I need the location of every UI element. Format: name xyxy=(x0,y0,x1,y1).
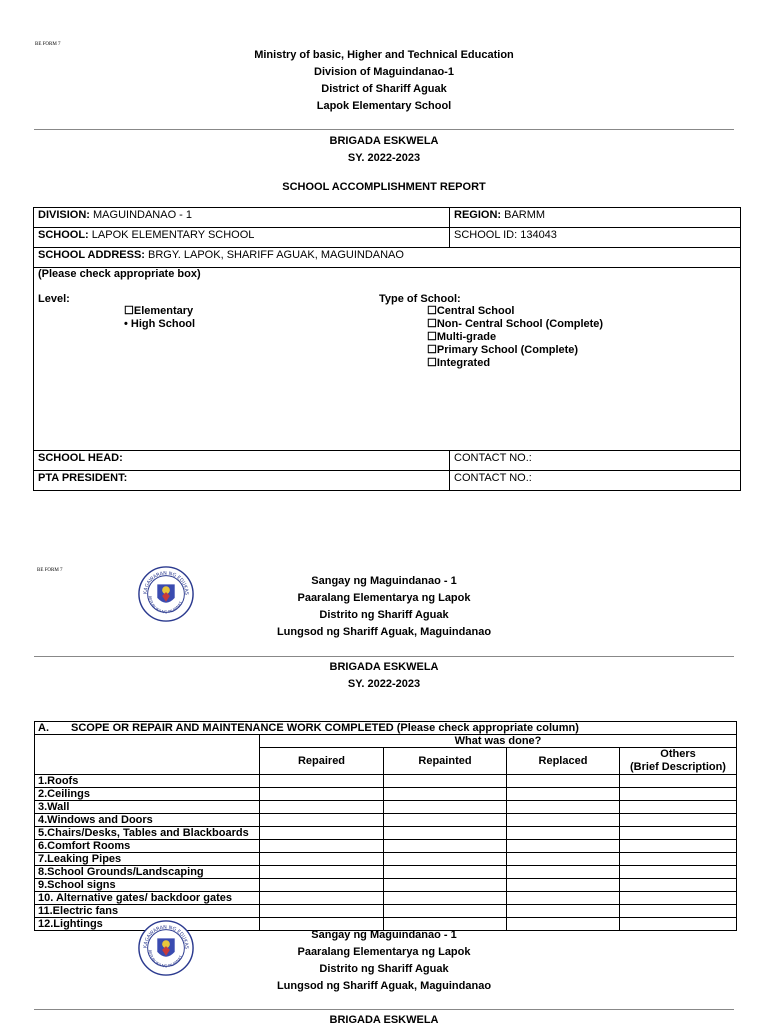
check-cell[interactable] xyxy=(260,879,384,892)
check-cell[interactable] xyxy=(620,879,737,892)
paaralan-line: Paaralang Elementarya ng Lapok xyxy=(297,946,471,958)
check-cell[interactable] xyxy=(507,905,620,918)
check-cell[interactable] xyxy=(620,775,737,788)
check-note: (Please check appropriate box) xyxy=(38,268,201,280)
check-cell[interactable] xyxy=(384,788,507,801)
check-cell[interactable] xyxy=(384,853,507,866)
row-label: 3.Wall xyxy=(35,801,260,814)
check-cell[interactable] xyxy=(384,879,507,892)
paaralan-line: Paaralang Elementarya ng Lapok xyxy=(297,592,471,604)
check-cell[interactable] xyxy=(260,866,384,879)
form-tag: BE FORM 7 xyxy=(35,42,61,47)
check-cell[interactable] xyxy=(507,879,620,892)
check-cell[interactable] xyxy=(507,866,620,879)
lungsod-line: Lungsod ng Shariff Aguak, Maguindanao xyxy=(276,980,492,992)
sangay-line: Sangay ng Maguindanao - 1 xyxy=(311,575,457,587)
check-cell[interactable] xyxy=(507,801,620,814)
school-line: Lapok Elementary School xyxy=(316,100,452,112)
form-tag: BE FORM 7 xyxy=(37,568,63,573)
check-cell[interactable] xyxy=(620,840,737,853)
report-title: SCHOOL ACCOMPLISHMENT REPORT xyxy=(282,181,486,193)
check-cell[interactable] xyxy=(260,840,384,853)
program-title: BRIGADA ESKWELA xyxy=(329,661,439,673)
row-label: 11.Electric fans xyxy=(35,905,260,918)
check-cell[interactable] xyxy=(384,801,507,814)
check-cell[interactable] xyxy=(620,827,737,840)
check-cell[interactable] xyxy=(260,814,384,827)
check-cell[interactable] xyxy=(260,775,384,788)
svg-text:KAGAWARAN NG EDUKASYON: KAGAWARAN NG EDUKAS xyxy=(143,925,189,950)
check-cell[interactable] xyxy=(507,892,620,905)
table-row xyxy=(35,814,737,827)
check-cell[interactable] xyxy=(384,827,507,840)
table-row xyxy=(35,827,737,840)
row-label: 5.Chairs/Desks, Tables and Blackboards xyxy=(35,827,260,840)
type-central-checkbox[interactable]: ☐Central School xyxy=(427,305,515,317)
row-label: 9.School signs xyxy=(35,879,260,892)
check-cell[interactable] xyxy=(260,827,384,840)
table-row xyxy=(35,840,737,853)
level-high-school-option[interactable]: • High School xyxy=(124,318,196,330)
check-cell[interactable] xyxy=(384,814,507,827)
check-cell[interactable] xyxy=(507,788,620,801)
type-label: Type of School: xyxy=(379,293,461,305)
region-cell: REGION: BARMM xyxy=(450,208,741,228)
check-cell[interactable] xyxy=(507,775,620,788)
address-cell: SCHOOL ADDRESS: BRGY. LAPOK, SHARIFF AGUAK, MAGUINDANAO xyxy=(34,248,741,268)
table-row xyxy=(35,801,737,814)
check-cell[interactable] xyxy=(620,788,737,801)
distrito-line: Distrito ng Shariff Aguak xyxy=(319,963,449,975)
type-integrated-checkbox[interactable]: ☐Integrated xyxy=(427,357,491,369)
row-label: 12.Lightings xyxy=(35,918,260,931)
check-cell[interactable] xyxy=(260,905,384,918)
check-cell[interactable] xyxy=(620,866,737,879)
table-row xyxy=(35,892,737,905)
svg-text:REPUBLIKA NG PILIPINAS: REPUBLIKA NG PILIPINAS xyxy=(147,595,184,615)
row-label: 4.Windows and Doors xyxy=(35,814,260,827)
col-repaired: Repaired xyxy=(260,748,384,775)
school-id-cell: SCHOOL ID: 134043 xyxy=(450,228,741,248)
svg-text:REPUBLIKA NG PILIPINAS: REPUBLIKA NG PILIPINAS xyxy=(147,949,184,969)
check-cell[interactable] xyxy=(507,853,620,866)
col-others: Others (Brief Description) xyxy=(620,748,737,775)
lungsod-line: Lungsod ng Shariff Aguak, Maguindanao xyxy=(276,626,492,638)
section-title: A. SCOPE OR REPAIR AND MAINTENANCE WORK COMPLETED (Please check appropriate column) xyxy=(35,722,737,735)
check-cell[interactable] xyxy=(260,788,384,801)
check-cell[interactable] xyxy=(384,892,507,905)
check-cell[interactable] xyxy=(384,775,507,788)
check-cell[interactable] xyxy=(507,840,620,853)
check-cell[interactable] xyxy=(507,814,620,827)
program-title: BRIGADA ESKWELA xyxy=(329,135,439,147)
check-cell[interactable] xyxy=(260,853,384,866)
type-non-central-checkbox[interactable]: ☐Non- Central School (Complete) xyxy=(427,318,604,330)
distrito-line: Distrito ng Shariff Aguak xyxy=(319,609,449,621)
row-label: 10. Alternative gates/ backdoor gates xyxy=(35,892,260,905)
check-cell[interactable] xyxy=(620,905,737,918)
separator xyxy=(34,129,734,130)
row-label: 1.Roofs xyxy=(35,775,260,788)
division-line: Division of Maguindanao-1 xyxy=(314,66,454,78)
pta-contact-cell: CONTACT NO.: xyxy=(450,471,741,491)
svg-text:KAGAWARAN NG EDUKASYON: KAGAWARAN NG EDUKAS xyxy=(143,571,189,596)
level-elementary-checkbox[interactable]: ☐Elementary xyxy=(124,305,194,317)
school-info-table xyxy=(33,207,741,491)
separator xyxy=(34,656,734,657)
separator xyxy=(34,1009,734,1010)
check-cell[interactable] xyxy=(260,801,384,814)
repair-report-table xyxy=(34,721,737,931)
ministry-line: Ministry of basic, Higher and Technical Education xyxy=(254,49,514,61)
district-line: District of Shariff Aguak xyxy=(321,83,447,95)
check-cell[interactable] xyxy=(384,840,507,853)
program-title: BRIGADA ESKWELA xyxy=(329,1014,439,1026)
check-cell[interactable] xyxy=(260,892,384,905)
row-label: 7.Leaking Pipes xyxy=(35,853,260,866)
table-row xyxy=(35,853,737,866)
school-year: SY. 2022-2023 xyxy=(347,678,421,690)
table-row xyxy=(35,866,737,879)
pta-president-cell: PTA PRESIDENT: xyxy=(34,471,450,491)
what-done-header: What was done? xyxy=(260,735,737,748)
check-cell[interactable] xyxy=(620,814,737,827)
head-contact-cell: CONTACT NO.: xyxy=(450,451,741,471)
sangay-line: Sangay ng Maguindanao - 1 xyxy=(311,929,457,941)
row-label: 8.School Grounds/Landscaping xyxy=(35,866,260,879)
type-primary-checkbox[interactable]: ☐Primary School (Complete) xyxy=(427,344,579,356)
row-label: 6.Comfort Rooms xyxy=(35,840,260,853)
col-repainted: Repainted xyxy=(384,748,507,775)
table-row xyxy=(35,788,737,801)
row-label: 2.Ceilings xyxy=(35,788,260,801)
check-cell[interactable] xyxy=(384,905,507,918)
table-row xyxy=(35,879,737,892)
type-multigrade-checkbox[interactable]: ☐Multi-grade xyxy=(427,331,497,343)
item-header xyxy=(35,735,260,775)
school-cell: SCHOOL: LAPOK ELEMENTARY SCHOOL xyxy=(34,228,450,248)
school-year: SY. 2022-2023 xyxy=(347,152,421,164)
check-cell[interactable] xyxy=(620,892,737,905)
check-cell[interactable] xyxy=(620,853,737,866)
table-row xyxy=(35,775,737,788)
col-replaced: Replaced xyxy=(507,748,620,775)
checkbox-section xyxy=(34,268,741,451)
check-cell[interactable] xyxy=(507,827,620,840)
division-cell: DIVISION: MAGUINDANAO - 1 xyxy=(34,208,450,228)
school-head-cell: SCHOOL HEAD: xyxy=(34,451,450,471)
table-row xyxy=(35,905,737,918)
level-label: Level: xyxy=(38,293,70,305)
check-cell[interactable] xyxy=(384,866,507,879)
check-cell[interactable] xyxy=(620,801,737,814)
